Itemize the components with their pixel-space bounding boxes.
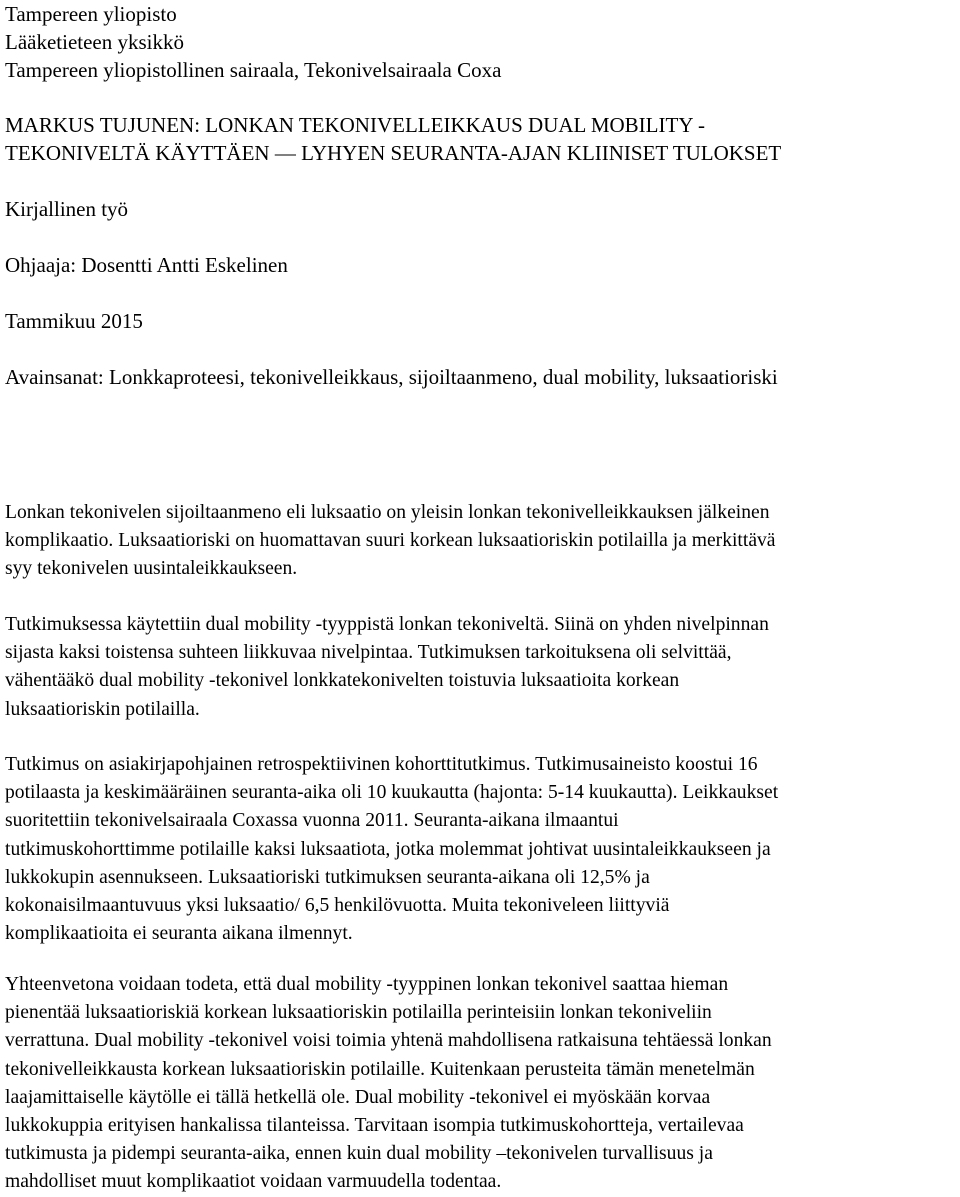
keywords: Avainsanat: Lonkkaproteesi, tekonivelleikkaus, sijoiltaanmeno, dual mobility, luksaatioriski	[5, 365, 778, 389]
abstract-paragraph-1	[5, 499, 955, 584]
paragraph-line: tutkimusta ja pidempi seuranta-aika, ennen kuin dual mobility –tekonivelen turvallisuus ja	[5, 1143, 713, 1165]
paragraph-line: Yhteenvetona voidaan todeta, että dual mobility -tyyppinen lonkan tekonivel saattaa hieman	[5, 974, 729, 995]
paragraph-line: laajamittaiselle käytölle ei tällä hetkellä ole. Dual mobility -tekonivel ei myöskään korvaa	[5, 1086, 711, 1108]
unit-name: Lääketieteen yksikkö	[5, 30, 185, 54]
hospital-name: Tampereen yliopistollinen sairaala, Tekonivelsairaala Coxa	[5, 58, 502, 82]
date: Tammikuu 2015	[5, 309, 143, 333]
paragraph-line: Tutkimus on asiakirjapohjainen retrospektiivinen kohorttitutkimus. Tutkimusaineisto koostui 16	[5, 754, 758, 775]
university-name: Tampereen yliopisto	[5, 2, 177, 26]
title-line-1: MARKUS TUJUNEN: LONKAN TEKONIVELLEIKKAUS DUAL MOBILITY -	[5, 113, 705, 137]
paragraph-line: kokonaisilmaantuvuus yksi luksaatio/ 6,5 henkilövuotta. Muita tekoniveleen liittyviä	[5, 895, 670, 917]
paragraph-line: mahdolliset muut komplikaatiot voidaan varmuudella todentaa.	[5, 1171, 502, 1193]
paragraph-line: Lonkan tekonivelen sijoiltaanmeno eli luksaatio on yleisin lonkan tekonivelleikkauksen jälkeinen	[5, 502, 770, 523]
supervisor: Ohjaaja: Dosentti Antti Eskelinen	[5, 253, 288, 277]
paragraph-line: verrattuna. Dual mobility -tekonivel voisi toimia yhtenä mahdollisena ratkaisuna tehtäessä lonkan	[5, 1030, 772, 1052]
paragraph-line: komplikaatio. Luksaatioriski on huomattavan suuri korkean luksaatioriskin potilailla ja merkittävä	[5, 530, 776, 552]
paragraph-line: potilaasta ja keskimääräinen seuranta-aika oli 10 kuukautta (hajonta: 5-14 kuukautta). Leikkaukset	[5, 782, 779, 804]
paragraph-line: luksaatioriskin potilailla.	[5, 698, 200, 720]
abstract-paragraph-4	[5, 971, 955, 1197]
paragraph-line: suoritettiin tekonivelsairaala Coxassa vuonna 2011. Seuranta-aikana ilmaantui	[5, 810, 619, 832]
paragraph-line: lukkokuppia erityisen hankalissa tilanteissa. Tarvitaan isompia tutkimuskohortteja, vertailevaa	[5, 1115, 744, 1137]
work-type: Kirjallinen työ	[5, 197, 129, 221]
paragraph-line: tutkimuskohorttimme potilaille kaksi luksaatiota, jotka molemmat johtivat uusintaleikkaukseen ja	[5, 838, 771, 860]
paragraph-line: pienentää luksaatioriskiä korkean luksaatioriskin potilailla perinteisiin lonkan tekoniveliin	[5, 1002, 712, 1024]
paragraph-line: lukkokupin asennukseen. Luksaatioriski tutkimuksen seuranta-aikana oli 12,5% ja	[5, 866, 650, 888]
paragraph-line: sijasta kaksi toistensa suhteen liikkuvaa nivelpintaa. Tutkimuksen tarkoituksena oli selvittää,	[5, 642, 732, 664]
paragraph-line: komplikaatioita ei seuranta aikana ilmennyt.	[5, 923, 353, 945]
paragraph-line: vähentääkö dual mobility -tekonivel lonkkatekonivelten toistuvia luksaatioita korkean	[5, 670, 680, 692]
paragraph-line: syy tekonivelen uusintaleikkaukseen.	[5, 558, 298, 580]
paragraph-line: tekonivelleikkausta korkean luksaatioriskin potilaille. Kuitenkaan perusteita tämän menetelmän	[5, 1058, 755, 1080]
abstract-paragraph-3	[5, 751, 955, 948]
abstract-paragraph-2	[5, 611, 955, 724]
title-line-2: TEKONIVELTÄ KÄYTTÄEN — LYHYEN SEURANTA-AJAN KLIINISET TULOKSET	[5, 141, 782, 165]
paragraph-line: Tutkimuksessa käytettiin dual mobility -tyyppistä lonkan tekoniveltä. Siinä on yhden nivelpinnan	[5, 614, 769, 635]
